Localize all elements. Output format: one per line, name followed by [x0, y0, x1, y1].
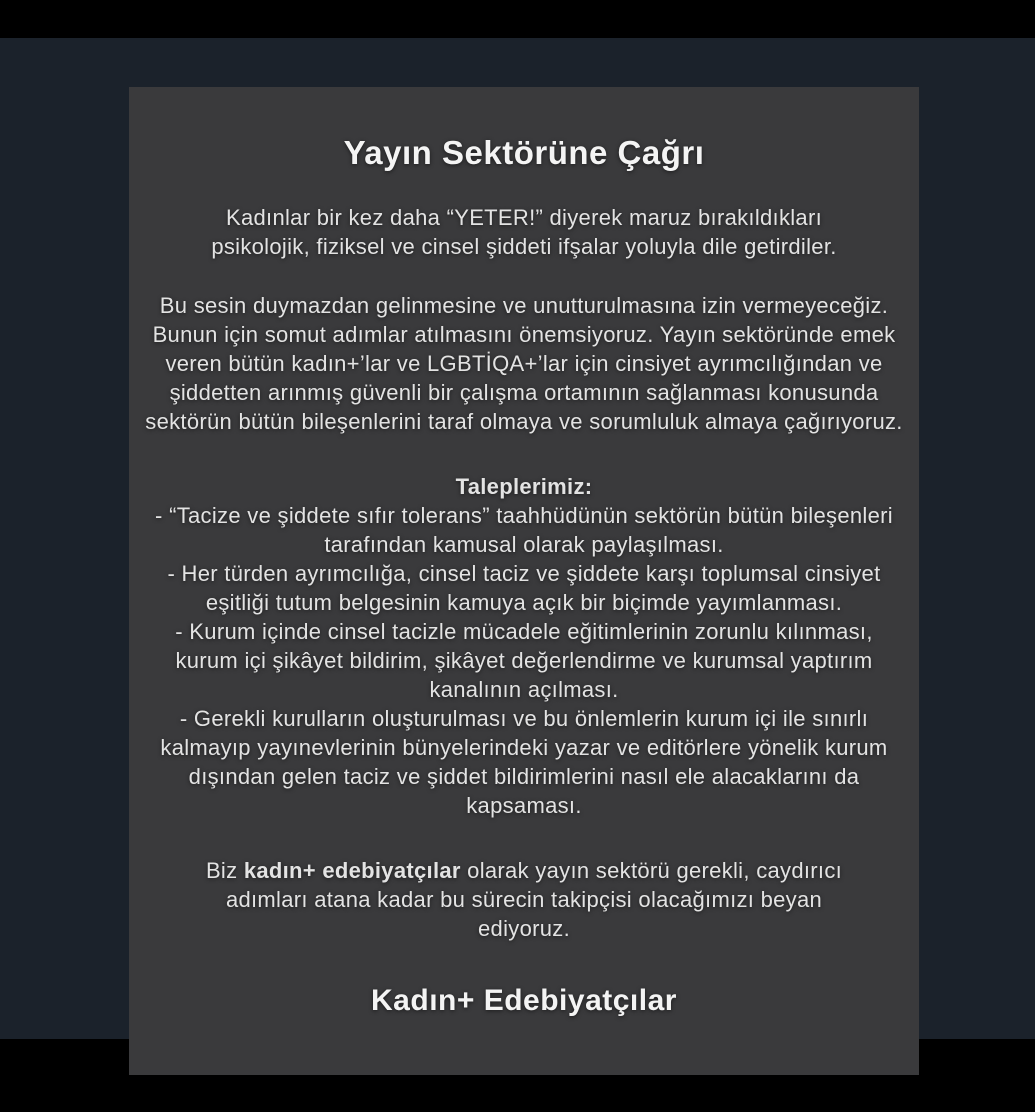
photo-background — [0, 38, 1035, 1039]
closing-bold-text: kadın+ edebiyatçılar — [243, 858, 461, 883]
demand-item: - Kurum içinde cinsel tacizle mücadele eğitimlerinin zorunlu kılınması, kurum içi şikâyet bildirim, şikâyet değerlendirme ve kurumsal yaptırım kanalının açılması. — [175, 619, 873, 702]
statement-paragraph: Bu sesin duymazdan gelinmesine ve unutturulmasına izin vermeyeceğiz. Bunun için somut adımlar atılmasını önemsiyoruz. Yayın sektöründe emek veren bütün kadın+’lar ve LGBTİQA+’lar için cinsiyet ayrımcılığından ve şiddetten arınmış güvenli bir çalışma ortamının sağlanması konusunda sektörün bütün bileşenlerini taraf olmaya ve sorumluluk almaya çağırıyoruz. — [145, 293, 903, 434]
signature: Kadın+ Edebiyatçılar — [371, 984, 677, 1017]
demands-heading: Taleplerimiz: — [455, 474, 593, 499]
closing-prefix: Biz — [205, 858, 244, 883]
intro-paragraph: Kadınlar bir kez daha “YETER!” diyerek maruz bırakıldıkları psikolojik, fiziksel ve cinsel şiddeti ifşalar yoluyla dile getirdiler. — [211, 205, 837, 259]
page-title: Yayın Sektörüne Çağrı — [343, 134, 705, 171]
demand-item: - Gerekli kurulların oluşturulması ve bu önlemlerin kurum içi ile sınırlı kalmayıp yayınevlerinin bünyelerindeki yazar ve editörlere yönelik kurum dışından gelen taciz ve şiddet bildirimlerini nasıl ele alacaklarını da kapsaması. — [160, 706, 888, 818]
closing-suffix: olarak yayın sektörü gerekli, caydırıcı adımları atana kadar bu sürecin takipçisi olacağımızı beyan ediyoruz. — [225, 858, 843, 941]
demand-item: - Her türden ayrımcılığa, cinsel taciz ve şiddete karşı toplumsal cinsiyet eşitliği tutum belgesinin kamuya açık bir biçimde yayımlanması. — [167, 561, 881, 615]
closing-paragraph — [184, 856, 864, 943]
demand-item: - “Tacize ve şiddete sıfır tolerans” taahhüdünün sektörün bütün bileşenleri tarafından kamusal olarak paylaşılması. — [155, 503, 893, 557]
flyer-card — [129, 87, 919, 1075]
demands-section — [145, 472, 903, 820]
